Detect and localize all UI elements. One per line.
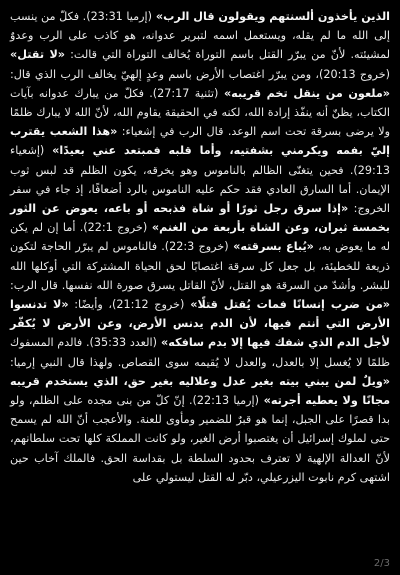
text-segment: (خروج 22:1). أما إن لم يكن له ما يعوض به، [10,221,390,254]
body-text [10,7,390,487]
text-segment: (العدد 35:33). فالدم المسفوك ظلمًا لا يُغسل إلا بالعدل، والعدل لا يُقيمه سوى القصاص. ولهذا قال النبي إرميا: [10,336,390,369]
text-segment-bold: «ملعون من ينقل تخم قريبه» [218,86,390,100]
text-segment-bold: «إذا سرق رجل ثورًا أو شاة فذبحه أو باعه، يعوض عن الثور بخمسة ثيران، وعن الشاة بأربعة من الغنم» [10,202,390,235]
text-segment: (تثنية 27:17). فكلّ من يبارك عدوانه بآيات الكتاب، يظنّ أنه ينفّذ إرادة الله، لكنه في الحقيقة يقاوم الله، لأنّ الله لا يبارك ظلمًا ولا يرضى بسرقة تحت اسم الوعد. قال الرب في إشعياء: [10,86,390,139]
text-segment-bold: «يُباع بسرقته» [228,240,314,254]
text-segment-bold: «من ضرب إنسانًا فمات يُقتل قتلًا» [184,298,391,312]
text-segment: (خروج 21:12)، وأيضًا: [68,298,185,312]
text-segment-bold: «لا تدنسوا الأرض التي أنتم فيها، لأن الدم يدنس الأرض، وعن الأرض لا يُكفّر لأجل الدم الذي شفك فيها إلا بدم سافكه» [10,298,391,350]
text-segment-bold: «ويلٌ لمن يبني بيته بغير عدل وعلاليه بغير حق، الذي يستخدم قريبه مجانًا ولا يعطيه أجرته» [10,374,391,408]
text-segment-bold: «لا تقتل» [10,48,66,62]
text-segment: (خروج 20:13)، ومن يبرّر اغتصاب الأرض باسم وعدٍ إلهيّ يخالف الرب الذي قال: [10,67,390,81]
text-segment-bold: «هذا الشعب يقترب إليّ بفمه ويكرمني بشفتيه، وأما قلبه فمبتعد عني بعيدًا» [10,125,390,158]
text-segment: (إشعياء 29:13). فحين يتغنّى الظالم بالناموس وهو يخرقه، يكون الظلم قد لبس ثوب الإيمان. أما السارق العادي فقد حكم عليه الناموس بالرد أضعافًا، إذ جاء في سفر الخروج: [10,144,390,216]
text-segment: (إرميا 23:31). فكلّ من ينسب إلى الله ما لم يقله، ويستعمل اسمه لتبرير عدوانه، هو كاذب على الرب وعدوٌ لمشيئته. لأنّ من يبرّر القتل باسم التوراة يُخالف التوراة التي قالت: [10,10,390,62]
text-segment: (إرميا 22:13). إنّ كلّ من بنى مجده على الظلم، ولو بدا قصرًا على الجبل، إنما هو قبرٌ للضمير ومأوى للعنة. والأعجب أنّ الله لم يسمح حتى لملوك إسرائيل أن يغتصبوا أرض الغير، ولو كانت المملكة كلها تحت سلطانهم، لأنّ العدالة الإلهية لا تعترف بحدود السلطة بل بقداسة الحق. فالملك آخاب حين اشتهى كرم نابوت اليزرعيلي، دبّر له القتل ليستولي على [10,394,390,484]
text-segment: (خروج 22:3). فالناموس لم يبرّر الحاجة لتكون ذريعة للخطيئة، بل جعل كل سرقة اغتصابًا لحق الحياة المشتركة التي أوكلها الله للبشر. وأشدّ من السرقة هو القتل، لأنّ القاتل يسرق صورة الله نفسها. قال الرب: [10,240,390,292]
page-indicator: 2/3 [373,558,390,569]
text-segment-bold: الذين يأخذون ألسنتهم ويقولون قال الرب» [152,10,390,23]
